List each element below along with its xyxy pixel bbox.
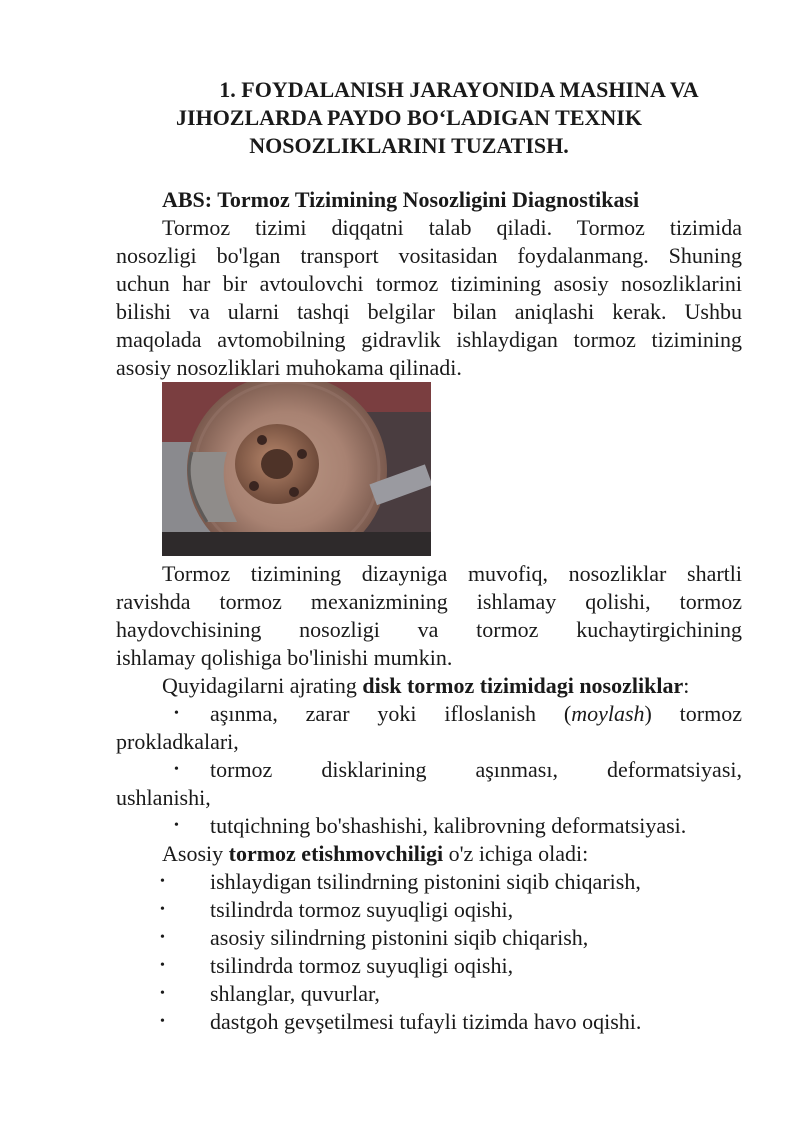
intro-text: Asosiy bbox=[162, 841, 229, 866]
bullet-icon: • bbox=[160, 1014, 165, 1029]
list-item bbox=[116, 980, 742, 1008]
bullet-icon: • bbox=[174, 706, 179, 721]
list-item bbox=[116, 952, 742, 980]
bullet-icon: • bbox=[160, 986, 165, 1001]
brake-disc-photo bbox=[162, 382, 431, 556]
list-item-text: shlanglar, quvurlar, bbox=[210, 981, 380, 1006]
paragraph-line: nosozligi bo'lgan transport vositasidan foydalanmang. Shuning bbox=[116, 243, 742, 268]
types-paragraph bbox=[116, 560, 742, 672]
list-item-text: asosiy silindrning pistonini siqib chiqarish, bbox=[210, 925, 589, 950]
intro-bold-text: disk tormoz tizimidagi nosozliklar bbox=[362, 673, 684, 698]
list-item-text: tsilindrda tormoz suyuqligi oqishi, bbox=[210, 953, 514, 978]
bullet-icon: • bbox=[174, 818, 179, 833]
list-item-text: dastgoh gevşetilmesi tufayli tizimda havo oqishi. bbox=[210, 1009, 642, 1034]
paragraph-line: Tormoz tizimi diqqatni talab qiladi. Tormoz tizimida bbox=[162, 215, 742, 240]
list-item-text: tsilindrda tormoz suyuqligi oqishi, bbox=[210, 897, 514, 922]
intro-text-end: o'z ichiga oladi: bbox=[443, 841, 589, 866]
title-line-2: JIHOZLARDA PAYDO BO‘LADIGAN TEXNIK bbox=[176, 105, 642, 130]
section-title bbox=[116, 76, 742, 160]
bullet-icon: • bbox=[160, 930, 165, 945]
intro-text-end: : bbox=[683, 673, 690, 698]
title-line-3: NOSOZLIKLARINI TUZATISH. bbox=[249, 133, 569, 158]
paragraph-line: Tormoz tizimining dizayniga muvofiq, nosozliklar shartli bbox=[162, 561, 742, 586]
paragraph-line: uchun har bir avtoulovchi tormoz tizimining asosiy nosozliklarini bbox=[116, 271, 742, 296]
brake-failure-intro bbox=[162, 840, 588, 868]
bullet-icon: • bbox=[160, 958, 165, 973]
intro-text: Quyidagilarni ajrating bbox=[162, 673, 363, 698]
paragraph-line: bilishi va ularni tashqi belgilar bilan aniqlashi kerak. Ushbu bbox=[116, 299, 742, 324]
disk-faults-intro bbox=[162, 672, 689, 700]
paragraph-line: ishlamay qolishiga bo'linishi mumkin. bbox=[116, 645, 453, 670]
intro-bold-text: tormoz etishmovchiligi bbox=[228, 841, 444, 866]
list-item-continuation: prokladkalari, bbox=[116, 729, 239, 754]
list-item bbox=[116, 812, 742, 840]
list-item-text: tormoz disklarining aşınması, deformatsiyasi, bbox=[210, 757, 742, 782]
bullet-icon: • bbox=[174, 762, 179, 777]
list-item bbox=[116, 1008, 742, 1036]
brake-disc-image bbox=[162, 382, 431, 556]
subtitle: ABS: Tormoz Tizimining Nosozligini Diagnostikasi bbox=[162, 187, 640, 212]
list-item bbox=[116, 700, 742, 728]
list-item-text: ishlaydigan tsilindrning pistonini siqib chiqarish, bbox=[210, 869, 641, 894]
paragraph-line: maqolada avtomobilning gidravlik ishlaydigan tormoz tizimining bbox=[116, 327, 742, 352]
italic-term: moylash bbox=[571, 701, 645, 726]
intro-paragraph bbox=[116, 214, 742, 382]
paragraph-line: ravishda tormoz mexanizmining ishlamay qolishi, tormoz bbox=[116, 589, 742, 614]
list-item-continuation: ushlanishi, bbox=[116, 785, 211, 810]
list-item bbox=[116, 756, 742, 784]
bullet-icon: • bbox=[160, 874, 165, 889]
list-item-text: aşınma, zarar yoki ifloslanish (moylash) tormoz bbox=[210, 701, 742, 726]
list-item bbox=[116, 868, 742, 896]
list-item-text: tutqichning bo'shashishi, kalibrovning deformatsiyasi. bbox=[210, 813, 687, 838]
list-item bbox=[116, 896, 742, 924]
bullet-icon: • bbox=[160, 902, 165, 917]
title-line-1: 1. FOYDALANISH JARAYONIDA MASHINA VA bbox=[219, 77, 699, 102]
paragraph-line: haydovchisining nosozligi va tormoz kuchaytirgichining bbox=[116, 617, 742, 642]
list-item bbox=[116, 924, 742, 952]
paragraph-line: asosiy nosozliklari muhokama qilinadi. bbox=[116, 355, 462, 380]
